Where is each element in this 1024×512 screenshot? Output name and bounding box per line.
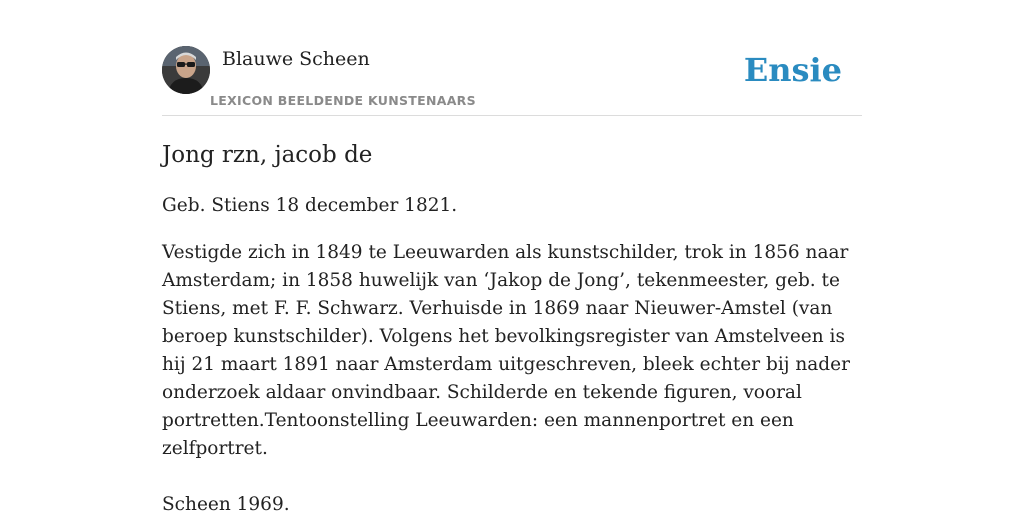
person-portrait-icon	[162, 46, 210, 94]
article-header	[162, 46, 862, 116]
author-avatar[interactable]	[162, 46, 210, 94]
article-paragraph: Scheen 1969.	[162, 494, 290, 512]
article-paragraph: Geb. Stiens 18 december 1821.	[162, 195, 458, 216]
publication-name[interactable]: LEXICON BEELDENDE KUNSTENAARS	[210, 93, 476, 108]
article-body	[162, 138, 852, 512]
brand-logo[interactable]: Ensie	[743, 51, 842, 89]
author-name[interactable]: Blauwe Scheen	[222, 48, 370, 70]
article-paragraph: Vestigde zich in 1849 te Leeuwarden als kunstschilder, trok in 1856 naar Amsterdam; in 1858 huwelijk van ‘Jakop de Jong’, tekenmeester, geb. te Stiens, met F. F. Schwarz. Verhuisde in 1869 naar Nieuwer-Amstel (van beroep kunstschilder). Volgens het bevolkingsregister van Amstelveen is hij 21 maart 1891 naar Amsterdam uitgeschreven, bleek echter bij nader onderzoek aldaar onvindbaar. Schilderde en tekende figuren, vooral portretten.Tentoonstelling Leeuwarden: een mannenportret en een zelfportret.	[162, 242, 850, 459]
article-title: Jong rzn, jacob de	[162, 142, 373, 168]
